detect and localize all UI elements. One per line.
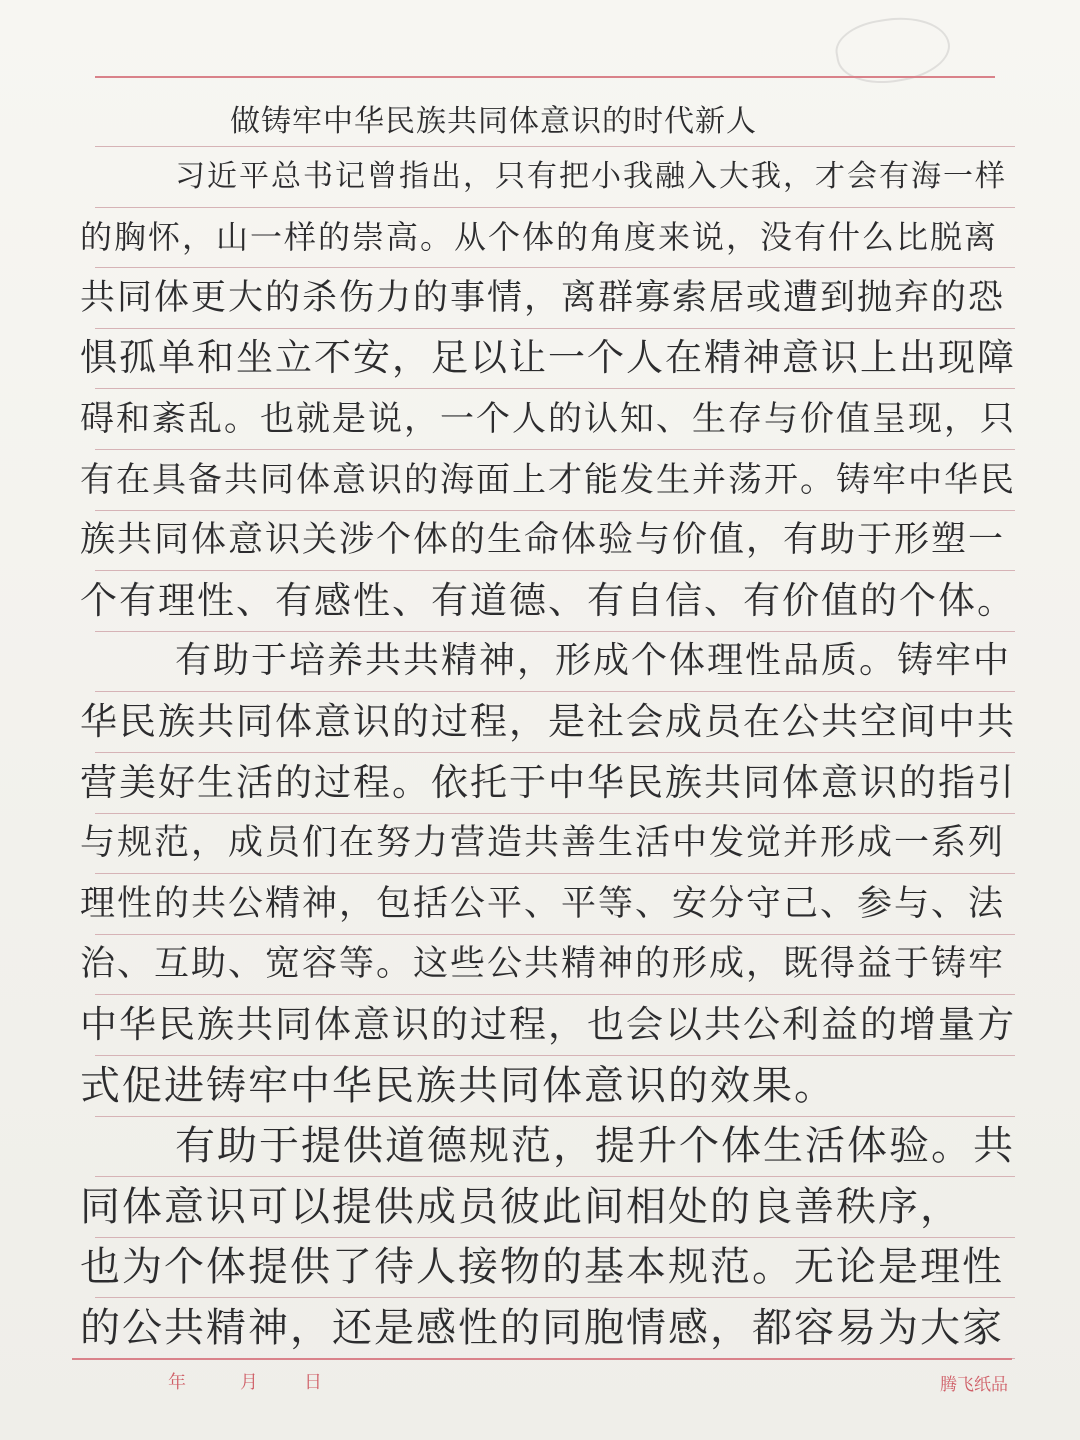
- essay-line: 有助于提供道德规范，提升个体生活体验。共: [175, 1123, 1015, 1169]
- ruled-line: [95, 752, 1015, 753]
- essay-line: 营美好生活的过程。依托于中华民族共同体意识的指引: [80, 761, 1016, 804]
- ruled-line: [95, 207, 1015, 208]
- ruled-line: [95, 1055, 1015, 1056]
- essay-line: 碍和紊乱。也就是说，一个人的认知、生存与价值呈现，只: [80, 399, 1016, 439]
- essay-line: 中华民族共同体意识的过程，也会以共公利益的增量方: [80, 1003, 1016, 1046]
- ruled-line: [95, 813, 1015, 814]
- essay-line: 的公共精神，还是感性的同胞情感，都容易为大家: [80, 1305, 1004, 1351]
- essay-line: 理性的共公精神，包括公平、平等、安分守己、参与、法: [80, 884, 1006, 924]
- essay-title: 做铸牢中华民族共同体意识的时代新人: [230, 104, 757, 139]
- ruled-line: [95, 994, 1015, 995]
- faded-stamp: [831, 9, 954, 92]
- month-label: 月: [240, 1372, 258, 1393]
- essay-line: 式促进铸牢中华民族共同体意识的效果。: [80, 1063, 836, 1109]
- ruled-line: [95, 1116, 1015, 1117]
- essay-line: 习近平总书记曾指出，只有把小我融入大我，才会有海一样: [175, 159, 1007, 194]
- ruled-line: [95, 934, 1015, 935]
- essay-line: 有在具备共同体意识的海面上才能发生并荡开。铸牢中华民: [80, 460, 1016, 500]
- essay-line: 惧孤单和坐立不安，足以让一个人在精神意识上出现障: [80, 336, 1016, 379]
- ruled-line: [95, 570, 1015, 571]
- ruled-line: [95, 873, 1015, 874]
- ruled-line: [95, 631, 1015, 632]
- essay-line: 华民族共同体意识的过程，是社会成员在公共空间中共: [80, 700, 1016, 743]
- ruled-line: [95, 1176, 1015, 1177]
- ruled-line: [95, 449, 1015, 450]
- ruled-line: [95, 146, 1015, 147]
- year-label: 年: [168, 1372, 186, 1393]
- essay-line: 的胸怀，山一样的崇高。从个体的角度来说，没有什么比脱离: [80, 218, 999, 256]
- top-margin-line: [95, 76, 995, 78]
- essay-line: 同体意识可以提供成员彼此间相处的良善秩序，: [80, 1184, 962, 1230]
- ruled-line: [95, 510, 1015, 511]
- essay-line: 个有理性、有感性、有道德、有自信、有价值的个体。: [80, 579, 1016, 622]
- ruled-line: [95, 1297, 1015, 1298]
- paper-brand: 腾飞纸品: [940, 1375, 1008, 1395]
- ruled-line: [95, 267, 1015, 268]
- essay-line: 共同体更大的杀伤力的事情，离群寡索居或遭到抛弃的恐: [80, 278, 1006, 318]
- ruled-line: [95, 1237, 1015, 1238]
- bottom-margin-line: [72, 1358, 1012, 1360]
- essay-line: 与规范，成员们在努力营造共善生活中发觉并形成一系列: [80, 823, 1006, 863]
- ruled-line: [95, 691, 1015, 692]
- essay-line: 族共同体意识关涉个体的生命体验与价值，有助于形塑一: [80, 520, 1006, 560]
- essay-line: 也为个体提供了待人接物的基本规范。无论是理性: [80, 1244, 1004, 1290]
- day-label: 日: [304, 1372, 322, 1393]
- ruled-line: [95, 388, 1015, 389]
- essay-line: 有助于培养共共精神，形成个体理性品质。铸牢中: [175, 640, 1012, 681]
- ruled-line: [95, 328, 1015, 329]
- essay-line: 治、互助、宽容等。这些公共精神的形成，既得益于铸牢: [80, 944, 1006, 984]
